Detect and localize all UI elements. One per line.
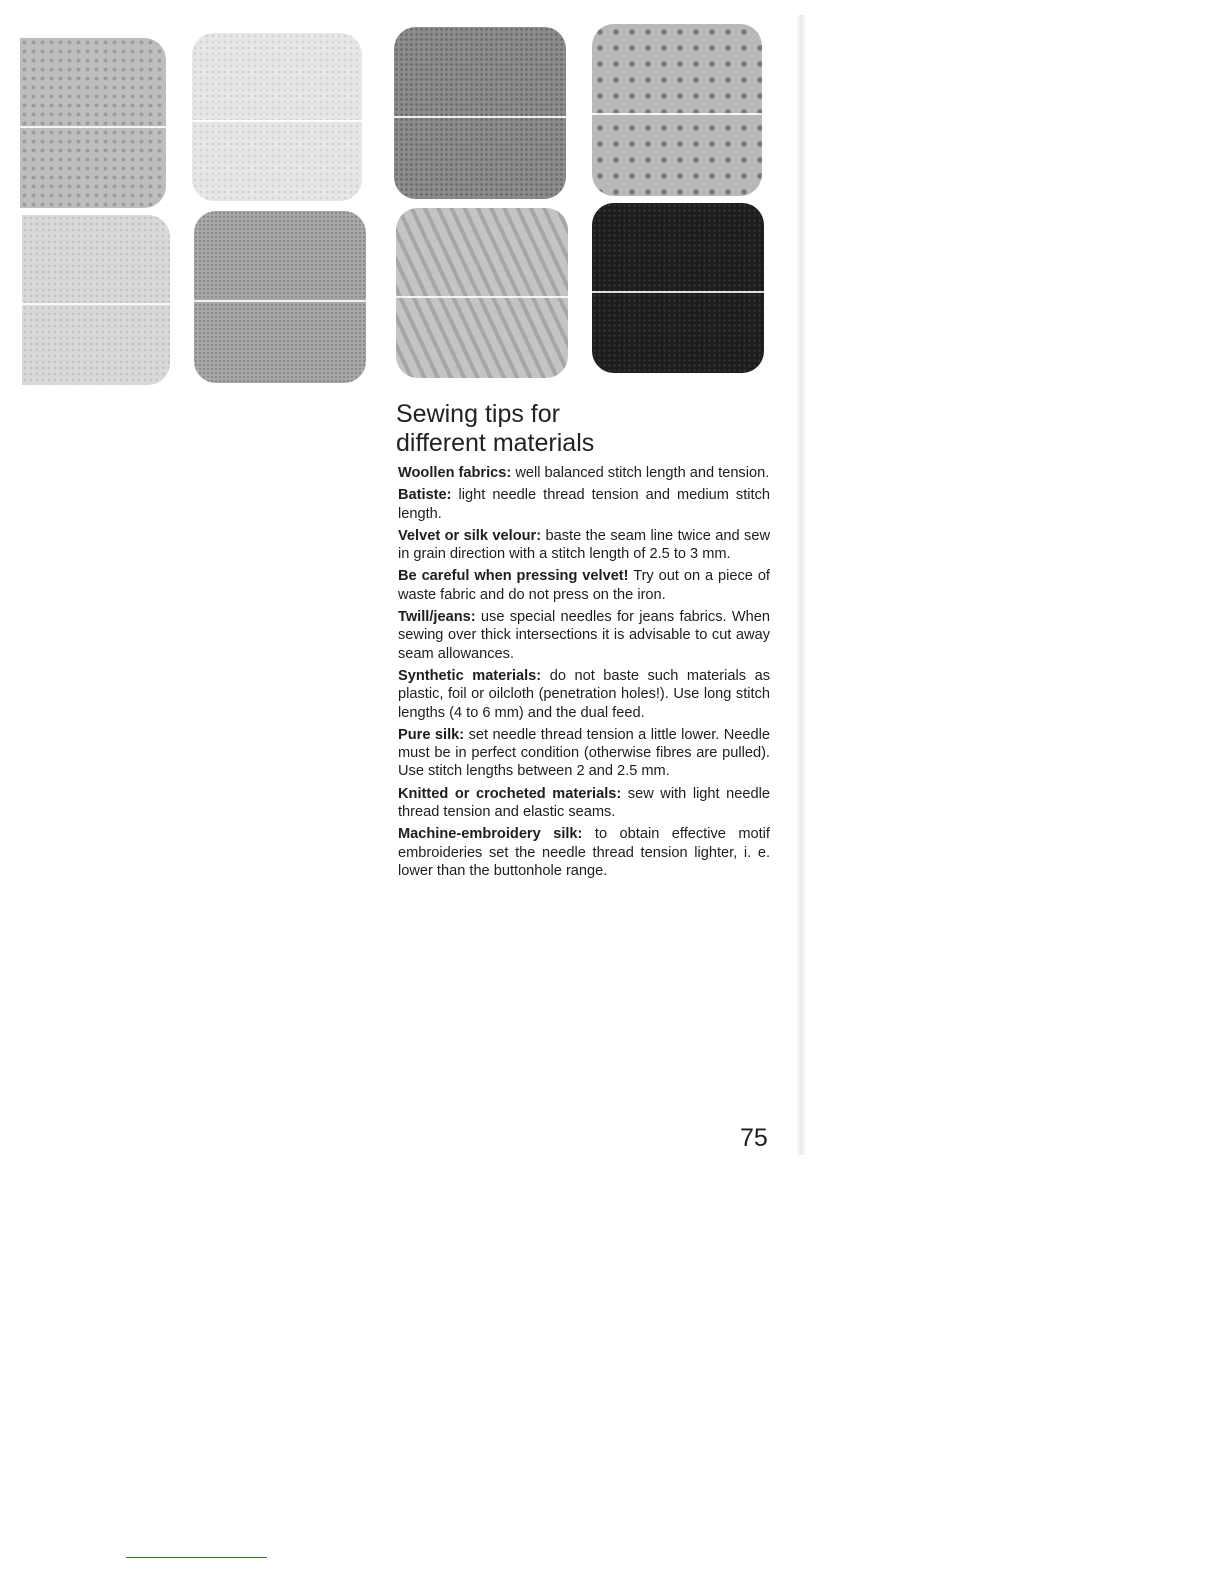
tip-term: Pure silk: bbox=[398, 726, 465, 743]
tip-term: Woollen fabrics: bbox=[398, 465, 512, 481]
tip-term: Velvet or silk velour: bbox=[398, 527, 542, 544]
page-binding-shadow bbox=[796, 15, 806, 1155]
fabric-swatch-crocheted bbox=[592, 24, 762, 196]
tip-term: Machine-embroidery silk: bbox=[398, 826, 583, 843]
tip-synthetic-materials bbox=[398, 667, 770, 722]
tip-text: set needle thread tension a little lower. Needle must be in perfect condition (otherwise fibres are pulled). Use stitch lengths between 2 and 2.5 mm. bbox=[398, 726, 771, 780]
tip-text: Try out on a piece of waste fabric and do not press on the iron. bbox=[398, 568, 770, 603]
fabric-swatch-black-synthetic bbox=[592, 203, 764, 373]
tip-pure-silk bbox=[398, 726, 770, 781]
tip-text: light needle thread tension and medium stitch length. bbox=[398, 487, 770, 522]
sewing-tips-list bbox=[398, 464, 770, 884]
tip-text: well balanced stitch length and tension. bbox=[511, 465, 770, 481]
page-title-line-2: different materials bbox=[396, 429, 595, 457]
tip-text: sew with light needle thread tension and elastic seams. bbox=[398, 785, 770, 821]
tip-woollen-fabrics bbox=[398, 464, 770, 482]
tip-pressing-velvet bbox=[398, 567, 770, 604]
fabric-swatch-velvet bbox=[394, 27, 566, 199]
tip-text: to obtain effective motif embroideries set the needle thread tension lighter, i. e. lower than the buttonhole range. bbox=[398, 826, 770, 879]
fabric-swatch-light-batiste bbox=[192, 33, 362, 201]
tip-term: Synthetic materials: bbox=[398, 667, 542, 684]
tip-batiste bbox=[398, 486, 770, 523]
tip-velvet-silk-velour bbox=[398, 527, 770, 564]
tip-term: Batiste: bbox=[398, 487, 452, 504]
page-title bbox=[396, 400, 776, 458]
footer-rule bbox=[126, 1557, 267, 1558]
fabric-swatch-twill bbox=[194, 211, 366, 383]
fabric-swatch-pale-woven bbox=[22, 215, 170, 385]
tip-knitted-crocheted bbox=[398, 785, 770, 822]
tip-text: use special needles for jeans fabrics. When sewing over thick intersections it is advisable to cut away seam allowances. bbox=[398, 609, 770, 662]
tip-twill-jeans bbox=[398, 608, 770, 663]
tip-term: Twill/jeans: bbox=[398, 609, 476, 626]
tip-machine-embroidery-silk bbox=[398, 825, 770, 880]
page-number: 75 bbox=[740, 1124, 768, 1152]
tip-text: baste the seam line twice and sew in grain direction with a stitch length of 2.5 to 3 mm. bbox=[398, 527, 770, 563]
tip-term: Be careful when pressing velvet! bbox=[398, 568, 629, 585]
page-title-line-1: Sewing tips for bbox=[396, 400, 560, 428]
tip-term: Knitted or crocheted materials: bbox=[398, 785, 622, 802]
tip-text: do not baste such materials as plastic, foil or oilcloth (penetration holes!). Use long stitch lengths (4 to 6 mm) and the dual feed. bbox=[398, 667, 770, 721]
fabric-swatch-diagonal-weave bbox=[396, 208, 568, 378]
fabric-swatch-grey-knit bbox=[20, 38, 166, 208]
